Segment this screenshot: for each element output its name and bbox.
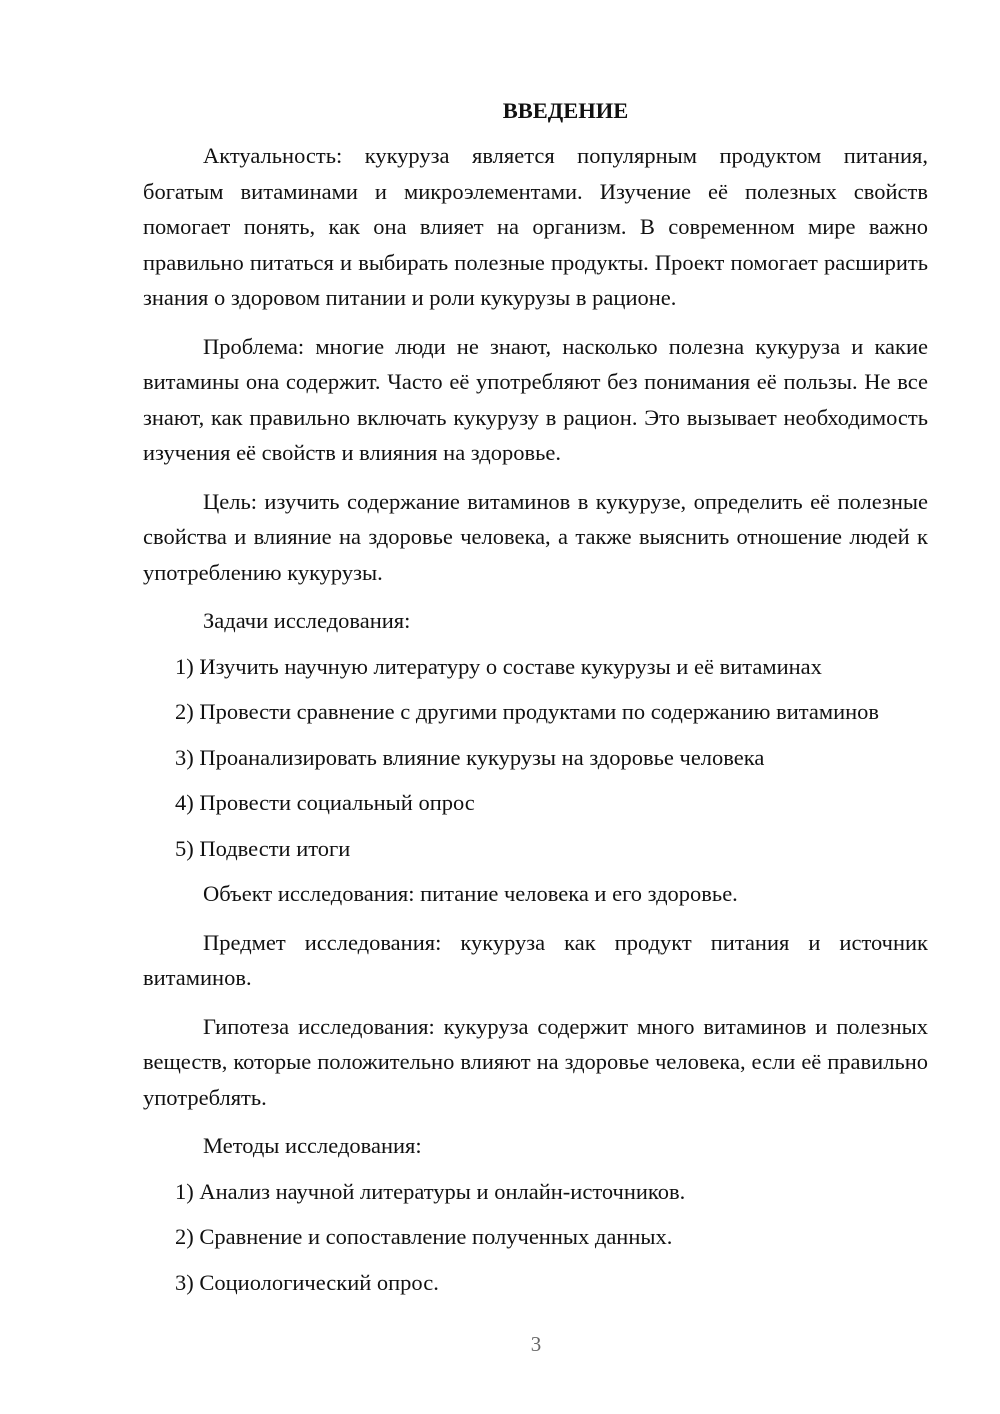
page-content: [143, 96, 928, 1310]
methods-title: Методы исследования:: [203, 1133, 422, 1158]
task-item-3: 3) Проанализировать влияние кукурузы на здоровье человека: [175, 744, 765, 770]
task-item-4: 4) Провести социальный опрос: [175, 790, 475, 815]
section-heading: ВВЕДЕНИЕ: [502, 98, 629, 123]
task-item-5: 5) Подвести итоги: [175, 835, 351, 861]
object-paragraph: Объект исследования: питание человека и его здоровье.: [203, 881, 738, 906]
problem-paragraph: Проблема: многие люди не знают, насколько полезна кукуруза и какие витамины она содержит. Часто её употребляют без понимания её пользы. Не все знают, как правильно включать кукурузу в рацион. Это вызывает необходимость изучения её свойств и влияния на здоровье.: [143, 333, 928, 465]
page-number: 3: [530, 1332, 542, 1356]
relevance-paragraph: Актуальность: кукуруза является популярным продуктом питания, богатым витаминами и микроэлементами. Изучение её полезных свойств помогает понять, как она влияет на организм. В современном мире важно правильно питаться и выбирать полезные продукты. Проект помогает расширить знания о здоровом питании и роли кукурузы в рационе.: [143, 143, 928, 310]
task-item-2: 2) Провести сравнение с другими продуктами по содержанию витаминов: [175, 699, 880, 724]
goal-paragraph: Цель: изучить содержание витаминов в кукурузе, определить её полезные свойства и влияние на здоровье человека, а также выяснить отношение людей к употреблению кукурузы.: [143, 488, 928, 585]
method-item-1: 1) Анализ научной литературы и онлайн-источников.: [175, 1178, 686, 1204]
method-item-2: 2) Сравнение и сопоставление полученных данных.: [175, 1224, 673, 1249]
subject-paragraph: Предмет исследования: кукуруза как продукт питания и источник витаминов.: [143, 929, 928, 990]
method-item-3: 3) Социологический опрос.: [175, 1269, 439, 1295]
hypothesis-paragraph: Гипотеза исследования: кукуруза содержит много витаминов и полезных веществ, которые положительно влияют на здоровье человека, если её правильно употреблять.: [143, 1013, 928, 1110]
tasks-title: Задачи исследования:: [203, 608, 411, 633]
task-item-1: 1) Изучить научную литературу о составе кукурузы и её витаминах: [175, 653, 822, 679]
